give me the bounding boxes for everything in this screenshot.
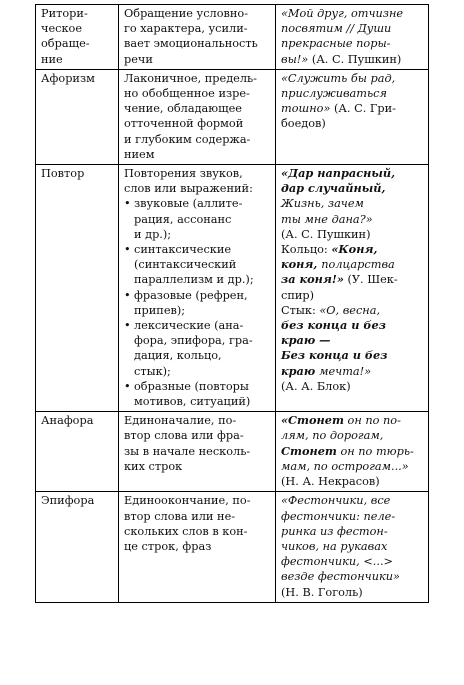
term-line: ние [41,52,63,66]
list-item [124,288,271,318]
example-line [281,212,424,227]
example-line [281,21,424,36]
list-item-line: дация, кольцо, [134,349,222,363]
list-item-line: фора, эпифора, гра- [134,334,253,348]
list-item [124,318,271,379]
term-cell [36,412,119,492]
example-line [281,318,424,333]
definition-line: втор слова или не- [124,509,236,523]
example-text: чиков, на рукавах [281,539,388,553]
table-body [36,5,429,603]
example-text: фестончики: пеле- [281,509,396,523]
example-text: ринка из фестон- [281,524,388,538]
list-item [124,196,271,242]
definition-line: ких строк [124,459,183,473]
list-item-line: • звуковые (аллите- [134,197,243,211]
example-text: Жизнь, зачем [281,197,364,211]
example-text: Кольцо: [281,243,332,257]
emphasized-text: «Стонет [281,413,344,428]
example-line [281,86,424,101]
list-item-line: • фразовые (рефрен, [134,288,248,302]
list-item-line: • лексические (ана- [134,319,244,333]
definition-cell [119,69,276,164]
definition-line: отточенной формой [124,117,244,131]
example-text: «Служить бы рад, [281,71,396,85]
emphasized-text: Без конца и без [281,348,388,363]
term-line: Эпифора [41,494,95,508]
example-line [281,569,424,584]
table-row [36,69,429,164]
example-text: (А. А. Блок) [281,379,351,393]
term-line: ческое [41,22,83,36]
example-text: спир) [281,288,315,302]
example-line [281,303,424,318]
list-item-line: • образные (повторы [134,379,249,393]
definition-line: речи [124,52,153,66]
example-line [281,524,424,539]
list-item-line: параллелизм и др.); [134,273,254,287]
term-line: Повтор [41,167,85,181]
emphasized-text: Стонет [281,443,337,458]
example-cell [276,69,429,164]
example-line [281,554,424,569]
example-line [281,6,424,21]
example-line [281,444,424,459]
example-line [281,116,424,131]
example-text: посвятим // Души [281,22,392,36]
example-text: Стык: [281,303,320,317]
example-line [281,364,424,379]
example-text: (А. С. Пушкин) [281,227,371,241]
example-line [281,493,424,508]
term-cell [36,69,119,164]
definition-line: втор слова или фра- [124,429,244,443]
example-text: везде фестончики» [281,570,400,584]
definition-line: скольких слов в кон- [124,524,248,538]
example-text: прекрасные поры- [281,37,391,51]
emphasized-text: краю — [281,333,331,348]
literary-devices-table [35,4,429,603]
term-cell [36,492,119,602]
example-line [281,101,424,116]
definition-line: чение, обладающее [124,102,242,116]
emphasized-text: за коня!» [281,272,344,287]
definition-line: го характера, усили- [124,22,248,36]
table-row [36,165,429,412]
example-text: мечта!» [319,364,372,378]
example-line [281,288,424,303]
definition-line: зы в начале несколь- [124,444,251,458]
example-text: лям, по дорогам, [281,429,384,443]
example-text: «Фестончики, все [281,494,391,508]
term-cell [36,165,119,412]
definition-cell [119,165,276,412]
definition-line: вает эмоциональность [124,37,258,51]
emphasized-text: дар случайный, [281,181,386,196]
list-item-line: (синтаксический [134,258,237,272]
definition-line: но обобщенное изре- [124,87,250,101]
example-text: (А. С. Гри- [330,102,396,116]
table-row [36,412,429,492]
definition-line: нием [124,147,155,161]
example-line [281,348,424,363]
list-item-line: мотивов, ситуаций) [134,395,251,409]
example-cell [276,165,429,412]
page [35,4,429,603]
example-text: «Мой друг, отчизне [281,7,404,20]
example-text: он по тюрь- [336,444,414,458]
example-line [281,242,424,257]
example-line [281,71,424,86]
definition-line: Обращение условно- [124,7,249,20]
list-item-line: и др.); [134,227,172,241]
list-item-line: припев); [134,303,186,317]
example-cell [276,492,429,602]
definition-cell [119,412,276,492]
example-text: (У. Шек- [343,273,398,287]
example-line [281,474,424,489]
emphasized-text: коня, [281,257,322,272]
definition-cell [119,5,276,70]
table-row [36,492,429,602]
definition-line: Единоокончание, по- [124,494,251,508]
list-item-line: рация, ассонанс [134,212,232,226]
term-line: Ритори- [41,7,88,20]
example-text: прислуживаться [281,87,387,101]
example-text: мам, по острогам...» [281,459,409,473]
list-item [124,242,271,288]
term-line: Анафора [41,414,94,428]
example-line [281,585,424,600]
example-cell [276,5,429,70]
example-line [281,428,424,443]
definition-cell [119,492,276,602]
example-text: фестончики, <...> [281,555,394,569]
example-line [281,459,424,474]
term-cell [36,5,119,70]
definition-line: слов или выражений: [124,182,253,196]
example-line [281,539,424,554]
definition-line: Лаконичное, предель- [124,71,257,85]
example-line [281,196,424,211]
example-line [281,257,424,272]
example-text: боедов) [281,117,326,131]
term-line: обраще- [41,37,90,51]
example-text: полцарства [321,258,395,272]
example-line [281,413,424,428]
list-item-line: • синтаксические [134,243,232,257]
example-cell [276,412,429,492]
example-line [281,333,424,348]
emphasized-text: без конца и без [281,318,386,333]
list-item-line: стык); [134,364,171,378]
example-line [281,36,424,51]
example-text: (Н. В. Гоголь) [281,585,363,599]
example-text: вы!» [281,52,309,66]
emphasized-text: «Дар напрасный, [281,166,396,181]
list-item [124,379,271,409]
example-text: тошно» [281,102,331,116]
example-line [281,509,424,524]
example-text: он по по- [343,414,401,428]
definition-line: Повторения звуков, [124,167,243,181]
example-line [281,227,424,242]
example-text: (А. С. Пушкин) [308,52,402,66]
example-line [281,166,424,181]
term-line: Афоризм [41,71,95,85]
example-text: «О, весна, [319,303,381,317]
example-line [281,379,424,394]
definition-line: и глубоким содержа- [124,132,251,146]
example-text: (Н. А. Некрасов) [281,475,380,489]
emphasized-text: краю [281,363,320,378]
table-row [36,5,429,70]
definition-line: Единоначалие, по- [124,414,237,428]
repetition-types-list [124,196,271,409]
example-line [281,181,424,196]
emphasized-text: «Коня, [331,242,378,257]
example-line [281,272,424,287]
example-text: ты мне дана?» [281,212,373,226]
definition-line: це строк, фраз [124,539,212,553]
example-line [281,52,424,67]
